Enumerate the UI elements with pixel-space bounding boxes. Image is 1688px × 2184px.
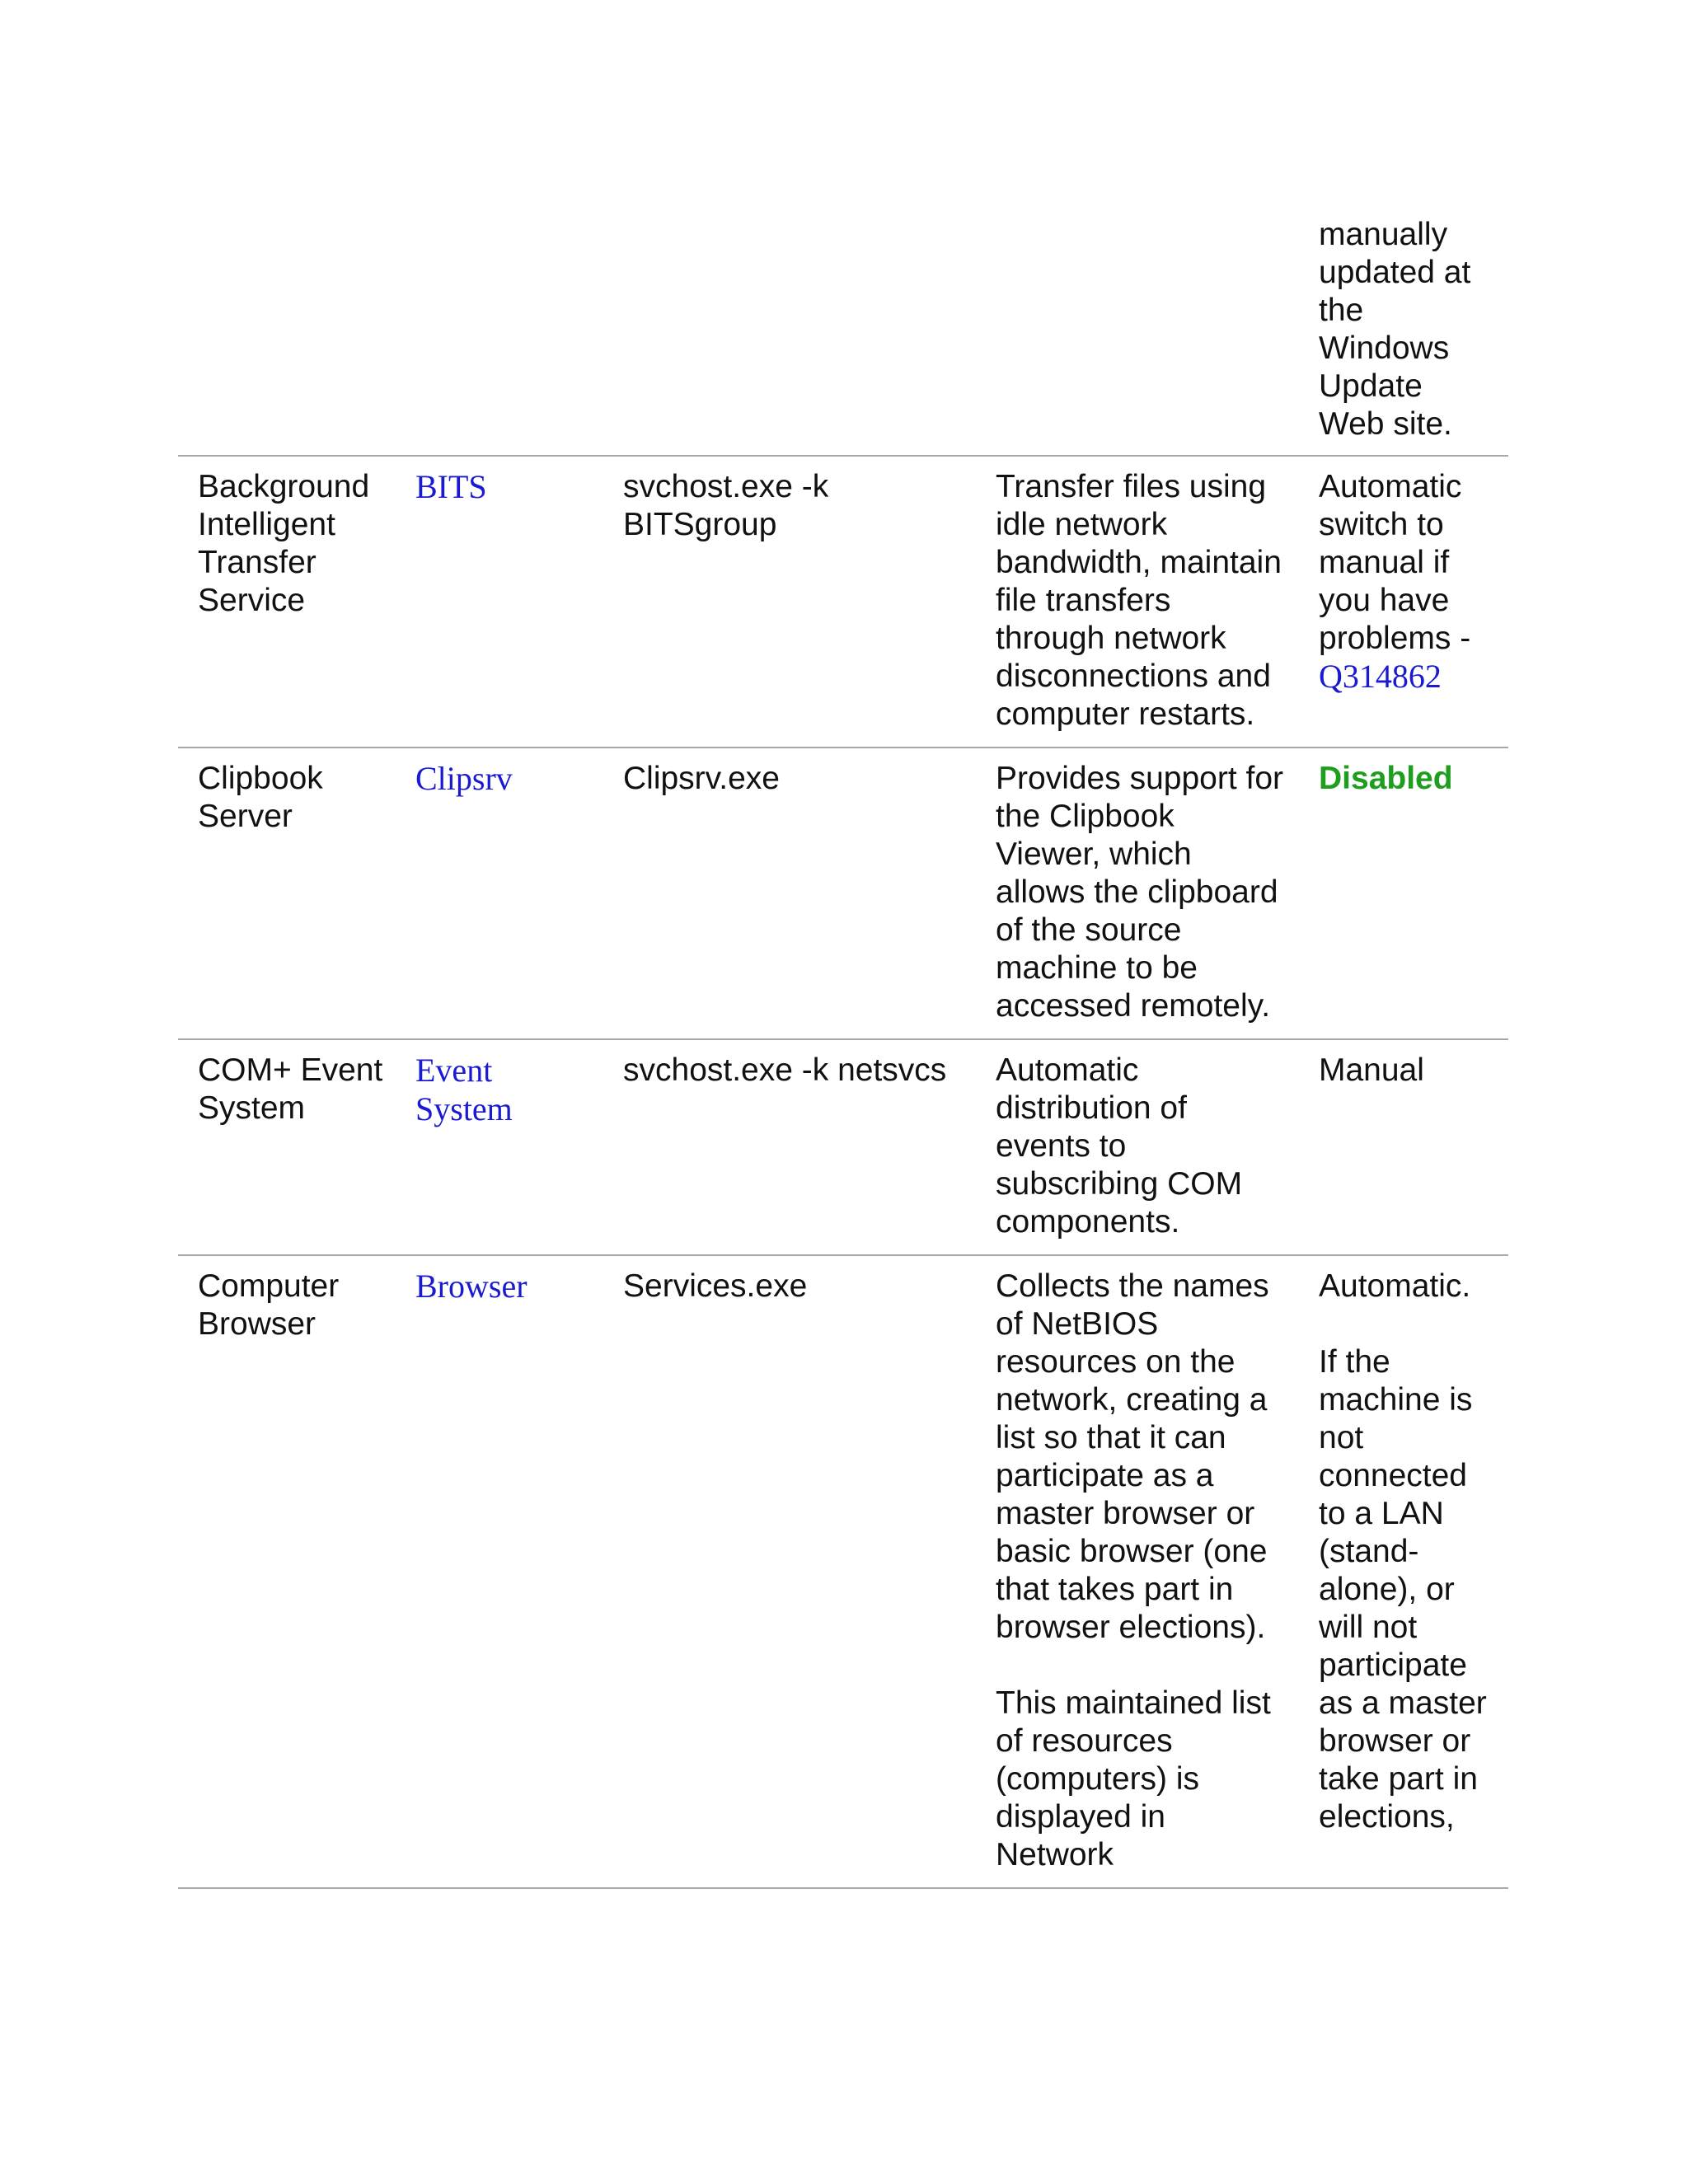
startup-cell — [1299, 456, 1508, 748]
description: Provides support for the Clipbook Viewer, which allows the clipboard of the source machine to be accessed remotely. — [996, 761, 1284, 1024]
description-continued: This maintained list of resources (computers) is displayed in Network — [996, 1685, 1271, 1872]
description-cell — [976, 1039, 1299, 1255]
startup-recommendation: Automatic. — [1319, 1268, 1471, 1304]
service-name-cell — [396, 456, 603, 748]
executable: Clipsrv.exe — [623, 761, 780, 796]
table-row — [178, 456, 1508, 748]
table-row — [178, 748, 1508, 1039]
display-name-cell — [178, 1255, 396, 1888]
display-name-cell — [178, 748, 396, 1039]
executable: svchost.exe -k BITSgroup — [623, 469, 829, 542]
display-name: COM+ Event System — [198, 1052, 383, 1126]
status-disabled: Disabled — [1319, 761, 1453, 796]
executable-cell — [603, 216, 976, 456]
startup-cell — [1299, 748, 1508, 1039]
startup-note: If the machine is not connected to a LAN (stand-alone), or will not participate as a master browser or take part in elections, — [1319, 1344, 1487, 1835]
table-row — [178, 216, 1508, 456]
description-cell — [976, 216, 1299, 456]
service-name-cell — [396, 1039, 603, 1255]
startup-recommendation: manually updated at the Windows Update Web site. — [1319, 217, 1471, 442]
startup-recommendation: Manual — [1319, 1052, 1424, 1088]
description-cell — [976, 748, 1299, 1039]
executable-cell — [603, 1255, 976, 1888]
description: Automatic distribution of events to subscribing COM components. — [996, 1052, 1243, 1240]
kb-article-link[interactable]: Q314862 — [1319, 658, 1442, 695]
service-link-clipsrv[interactable]: Clipsrv — [415, 760, 513, 797]
service-name-cell — [396, 1255, 603, 1888]
service-name-cell — [396, 748, 603, 1039]
table-row — [178, 1039, 1508, 1255]
description-cell — [976, 1255, 1299, 1888]
startup-cell — [1299, 1255, 1508, 1888]
executable: svchost.exe -k netsvcs — [623, 1052, 947, 1088]
description: Transfer files using idle network bandwidth, maintain file transfers through network disconnections and computer restarts. — [996, 469, 1282, 732]
startup-cell — [1299, 1039, 1508, 1255]
display-name-cell — [178, 456, 396, 748]
startup-cell — [1299, 216, 1508, 456]
executable: Services.exe — [623, 1268, 808, 1304]
service-link-bits[interactable]: BITS — [415, 468, 487, 505]
executable-cell — [603, 748, 976, 1039]
display-name: Computer Browser — [198, 1268, 340, 1342]
display-name-cell — [178, 1039, 396, 1255]
display-name: Clipbook Server — [198, 761, 323, 834]
startup-recommendation: Automatic switch to manual if you have problems - — [1319, 469, 1471, 656]
service-name-cell — [396, 216, 603, 456]
service-link-event-system[interactable]: Event System — [415, 1052, 513, 1127]
executable-cell — [603, 1039, 976, 1255]
display-name-cell — [178, 216, 396, 456]
table-row — [178, 1255, 1508, 1888]
services-table — [178, 216, 1508, 1889]
executable-cell — [603, 456, 976, 748]
display-name: Background Intelligent Transfer Service — [198, 469, 370, 618]
description: Collects the names of NetBIOS resources on the network, creating a list so that it can participate as a master browser or basic browser (one that takes part in browser elections). — [996, 1268, 1269, 1645]
description-cell — [976, 456, 1299, 748]
service-link-browser[interactable]: Browser — [415, 1268, 528, 1305]
